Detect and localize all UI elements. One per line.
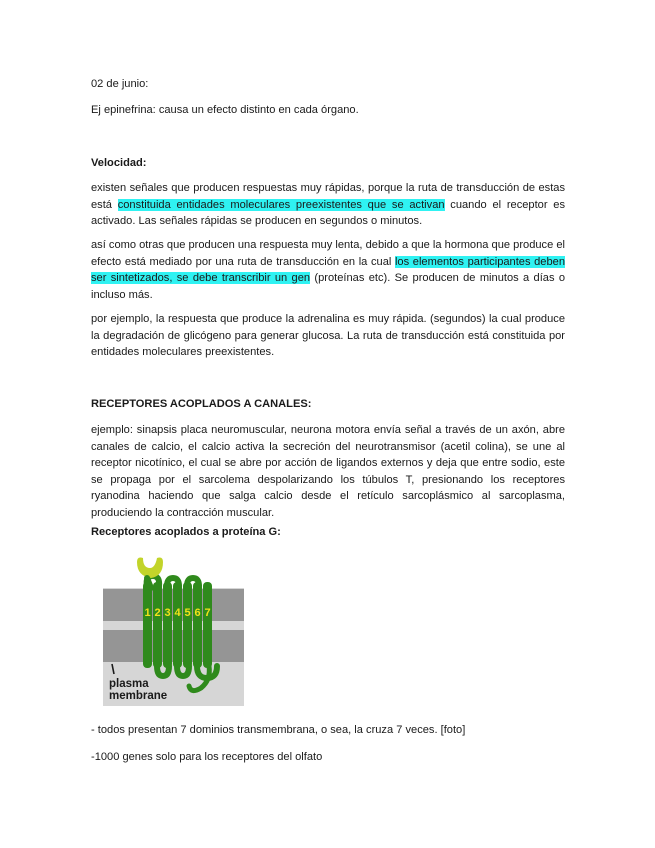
velocity-heading: Velocidad:: [91, 157, 147, 169]
membrane-label: membrane: [109, 690, 168, 702]
text: así como otras que producen una respuesta muy lenta, debido a que la hormona que produce el efecto está mediado por una ruta de transducción en la cual: [91, 239, 565, 268]
helix-number-1: 1: [144, 607, 151, 619]
bullet-2: -1000 genes solo para los receptores del olfato: [91, 751, 323, 763]
gpcr-diagram: [103, 548, 244, 706]
highlighted-text: los elementos participantes deben ser sintetizados, se debe transcribir un gen: [91, 255, 565, 285]
n-terminus: [147, 578, 151, 588]
velocity-paragraph-2: [91, 237, 565, 303]
bullet-1: - todos presentan 7 dominios transmembrana, o sea, la cruza 7 veces. [foto]: [91, 724, 466, 736]
velocity-paragraph-3: por ejemplo, la respuesta que produce la adrenalina es muy rápida. (segundos) la cual produce la degradación de glicógeno para generar glucosa. La ruta de transducción está constituida por entidades moleculares preexistentes.: [91, 313, 565, 359]
transmembrane-helices: [143, 582, 212, 668]
plasma-label: plasma: [109, 678, 149, 690]
channels-heading: RECEPTORES ACOPLADOS A CANALES:: [91, 398, 312, 410]
ligand-shape: [137, 558, 163, 579]
channels-paragraph: ejemplo: sinapsis placa neuromuscular, neurona motora envía señal a través de un axón, abre canales de calcio, el calcio activa la secreción del neurotransmisor (acetil colina), se une al receptor nicotínico, el cual se abre por acción de ligandos externos y deja que entre sodio, este se propaga por el sarcolema despolarizando los túbulos T, presionando los receptores ryanodina haciendo que salga calcio desde el retículo sarcoplásmico al sarcoplasma, produciendo la contracción muscular.: [91, 424, 565, 519]
intro-line: Ej epinefrina: causa un efecto distinto en cada órgano.: [91, 104, 359, 116]
highlighted-text: constituida entidades moleculares preexistentes que se activan: [117, 198, 445, 211]
gprotein-heading: Receptores acoplados a proteína G:: [91, 526, 281, 538]
helix-number-5: 5: [184, 607, 191, 619]
velocity-paragraph-1: [91, 180, 565, 230]
helix-number-7: 7: [204, 607, 211, 619]
helix-number-6: 6: [194, 607, 201, 619]
date-line: 02 de junio:: [91, 78, 149, 90]
helix-number-3: 3: [164, 607, 171, 619]
text: cuando el receptor es activado. Las señales rápidas se producen en segundos o minutos.: [91, 198, 565, 228]
text: existen señales que producen respuestas muy rápidas, porque la ruta de transducción de estas está: [91, 182, 565, 211]
helix-number-4: 4: [174, 607, 181, 619]
helix-number-2: 2: [154, 607, 161, 619]
text: (proteínas etc). Se producen de minutos a días o incluso más.: [91, 272, 565, 301]
